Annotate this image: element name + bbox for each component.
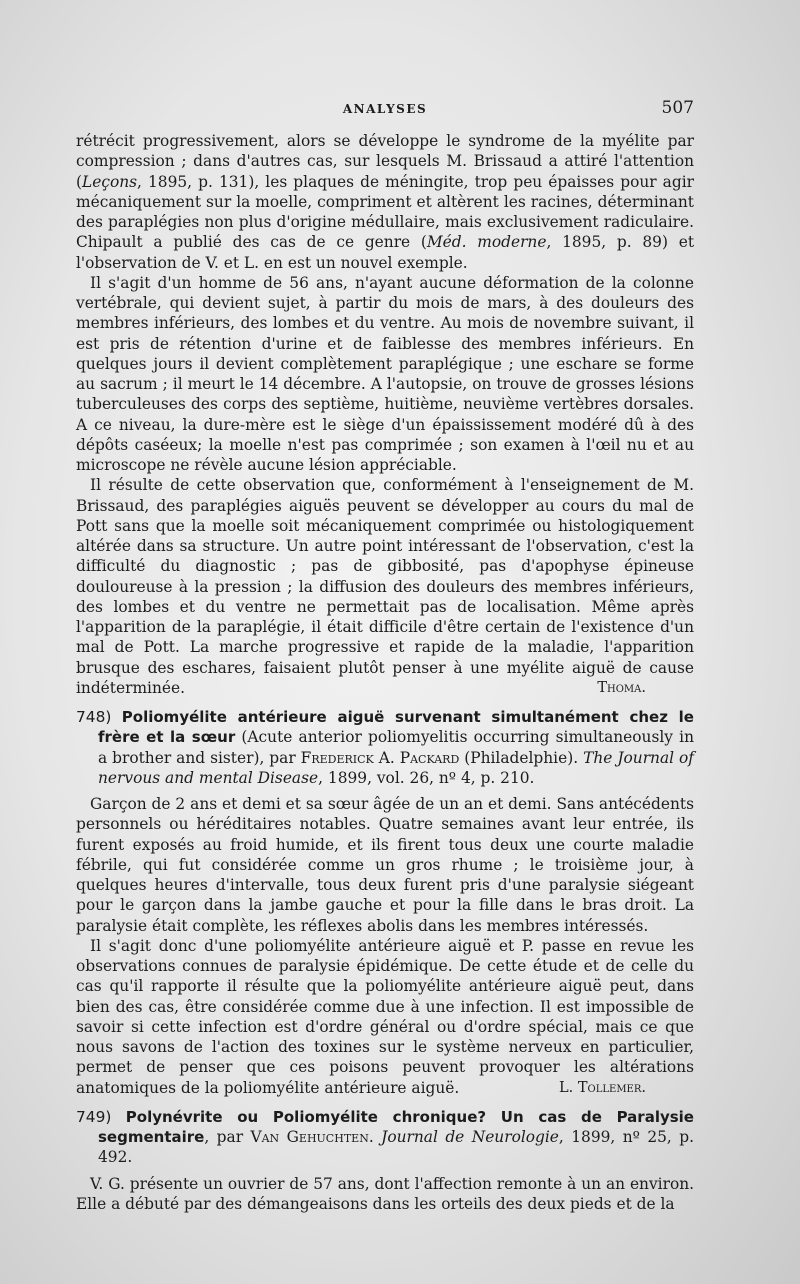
entry-number: 749) xyxy=(76,1107,112,1126)
paragraph: Il résulte de cette observation que, conformément à l'enseignement de M. Brissaud, des paraplégies aiguës peuvent se développer au cours du mal de Pott sans que la moelle soit mécaniquement comprimée ou histologiquement altérée dans sa structure. Un autre point intéressant de l'observation, c'est la difficulté du diagnostic ; pas de gibbosité, pas d'apophyse épineuse douloureuse à la pression ; la diffusion des douleurs des membres inférieurs, des lombes et du ventre ne permettait pas de localisation. Même après l'apparition de la paraplégie, il était difficile d'être certain de l'existence d'un mal de Pott. La marche progressive et rapide de la maladie, l'apparition brusque des eschares, faisaient plutôt penser à une myélite aiguë de cause indéterminée. Thoma. xyxy=(76,476,694,697)
paragraph: Il s'agit d'un homme de 56 ans, n'ayant aucune déformation de la colonne vertébrale, qui devient sujet, à partir du mois de mars, à des douleurs des membres inférieurs, des lombes et du ventre. Au mois de novembre suivant, il est pris de rétention d'urine et de faiblesse des membres inférieurs. En quelques jours il devient complètement paraplégique ; une eschare se forme au sacrum ; il meurt le 14 décembre. A l'autopsie, on trouve de grosses lésions tuberculeuses des corps des septième, huitième, neuvième vertèbres dorsales. A ce niveau, la dure-mère est le siège d'un épaississement modéré dû à des dépôts caséeux; la moelle n'est pas comprimée ; son examen à l'œil nu et au microscope ne révèle aucune lésion appréciable. xyxy=(76,273,694,474)
signature: Thoma. xyxy=(597,679,646,696)
journal-title: The Journal of nervous and mental Disease xyxy=(98,748,695,787)
paragraph: rétrécit progressivement, alors se développe le syndrome de la myélite par compression ; dans d'autres cas, sur lesquels M. Brissaud a attiré l'attention (Leçons, 1895, p. 131), les plaques de méningite, trop peu épaisses pour agir mécaniquement sur la moelle, compriment et altèrent les racines, déterminant des paraplégies non plus d'origine médullaire, mais exclusivement radiculaire. Chipault a publié des cas de ce genre (Méd. moderne, 1895, p. 89) et l'observation de V. et L. en est un nouvel exemple. xyxy=(76,132,695,272)
entry-748-heading: 748) Poliomyélite antérieure aiguë survenant simultanément chez le frère et la sœur (Acute anterior poliomyelitis occurring simultaneously in a brother and sister), par Frederick A. Packard (Philadelphie). The Journal of nervous and mental Disease, 1899, vol. 26, nº 4, p. 210. xyxy=(76,708,695,787)
entry-749-heading: 749) Polynévrite ou Poliomyélite chronique? Un cas de Paralysie segmentaire, par Van Gehuchten. Journal de Neurologie, 1899, nº 25, p. 492. xyxy=(76,1107,695,1167)
paragraph: Il s'agit donc d'une poliomyélite antérieure aiguë et P. passe en revue les observations connues de paralysie épidémique. De cette étude et de celle du cas qu'il rapporte il résulte que la poliomyélite antérieure aiguë peut, dans bien des cas, être considérée comme due à une infection. Il est impossible de savoir si cette infection est d'ordre général ou d'ordre spécial, mais ce que nous savons de l'action des toxines sur le système nerveux en particulier, permet de penser que ces poisons peuvent provoquer les altérations anatomiques de la poliomyélite antérieure aiguë. L. Tollemer. xyxy=(76,936,694,1097)
entry-title: Polynévrite ou Poliomyélite chronique? Un cas de Paralysie segmentaire xyxy=(98,1107,694,1146)
page-number: 507 xyxy=(661,98,694,118)
entry-number: 748) xyxy=(76,708,112,726)
page-header xyxy=(76,98,694,122)
author: Frederick A. Packard xyxy=(300,748,460,767)
running-title: ANALYSES xyxy=(342,102,428,116)
author: Van Gehuchten xyxy=(250,1128,369,1146)
entry-title: Poliomyélite antérieure aiguë survenant simultanément chez le frère et la sœur xyxy=(98,708,694,747)
signature: L. Tollemer. xyxy=(559,1079,646,1096)
paragraph: V. G. présente un ouvrier de 57 ans, dont l'affection remonte à un an environ. Elle a débuté par des démangeaisons dans les orteils des deux pieds et de la xyxy=(76,1174,695,1213)
article-body xyxy=(76,131,694,1214)
paragraph: Garçon de 2 ans et demi et sa sœur âgée de un an et demi. Sans antécédents personnels ou héréditaires notables. Quatre semaines avant leur entrée, ils furent exposés au froid humide, et ils firent tous deux une courte maladie fébrile, qui fut considérée comme un gros rhume ; le troisième jour, à quelques heures d'intervalle, tous deux furent pris d'une paralysie siégeant pour le garçon dans la jambe gauche et pour la fille dans le bras droit. La paralysie était complète, les réflexes abolis dans les membres intéressés. xyxy=(76,795,694,935)
journal-title: Journal de Neurologie xyxy=(381,1128,559,1146)
